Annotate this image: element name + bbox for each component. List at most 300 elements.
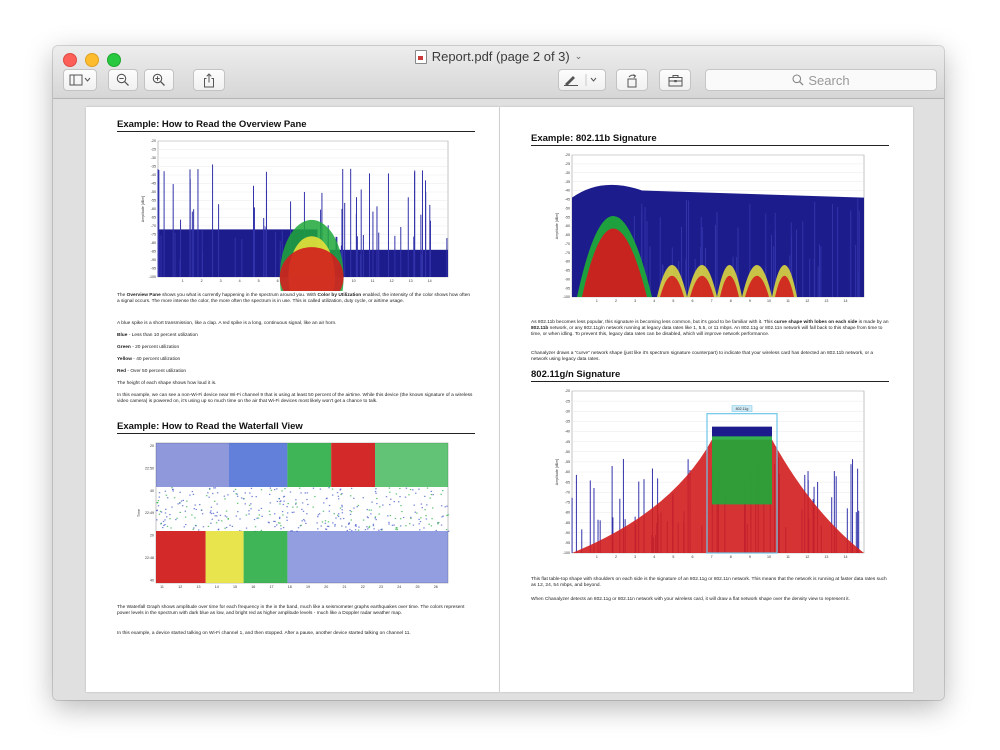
- y-tick-label: -70: [564, 490, 570, 495]
- waterfall-dot: [348, 524, 349, 525]
- y-tick-label: 22:50: [145, 466, 154, 471]
- search-placeholder: Search: [808, 72, 850, 88]
- markup-button[interactable]: [558, 69, 606, 91]
- waterfall-dot: [166, 495, 167, 496]
- waterfall-dot: [220, 515, 221, 516]
- waterfall-dot: [213, 513, 214, 514]
- x-tick-label: 17: [269, 585, 274, 589]
- waterfall-dot: [274, 526, 275, 527]
- waterfall-dot: [428, 524, 429, 525]
- waterfall-dot: [334, 525, 335, 526]
- waterfall-dot: [243, 498, 244, 499]
- waterfall-dot: [422, 507, 423, 508]
- y-tick-label: -65: [564, 480, 570, 485]
- waterfall-dot: [445, 506, 446, 507]
- waterfall-dot: [328, 521, 329, 522]
- waterfall-band: [375, 443, 448, 487]
- waterfall-dot: [283, 501, 284, 502]
- waterfall-dot: [358, 530, 359, 531]
- waterfall-band: [244, 531, 288, 583]
- waterfall-dot: [399, 488, 400, 489]
- waterfall-dot: [355, 529, 356, 530]
- waterfall-dot: [232, 526, 233, 527]
- y-tick-label: -35: [150, 164, 156, 169]
- waterfall-dot: [429, 498, 430, 499]
- text: As 802.11b becomes less popular, this signature is becoming less common, but it's good to be familiar with it. This: [531, 320, 775, 325]
- waterfall-dot: [373, 525, 374, 526]
- waterfall-dot: [248, 513, 249, 514]
- waterfall-dot: [393, 524, 394, 525]
- waterfall-dot: [159, 492, 160, 493]
- y-tick-label: -50: [564, 449, 570, 454]
- waterfall-dot: [269, 514, 270, 515]
- waterfall-dot: [208, 526, 209, 527]
- waterfall-dot: [350, 495, 351, 496]
- x-tick-label: 6: [691, 299, 694, 303]
- waterfall-dot: [305, 523, 306, 524]
- waterfall-dot: [374, 517, 375, 518]
- zoom-in-icon: [152, 73, 166, 87]
- y-tick-label: -55: [564, 215, 570, 220]
- y-tick-label: -50: [150, 190, 156, 195]
- rotate-button[interactable]: [616, 69, 648, 91]
- waterfall-dot: [225, 515, 226, 516]
- waterfall-dot: [431, 525, 432, 526]
- waterfall-dot: [202, 513, 203, 514]
- waterfall-dot: [380, 529, 381, 530]
- x-tick-label: 9: [748, 299, 751, 303]
- waterfall-dot: [185, 511, 186, 512]
- waterfall-dot: [342, 512, 343, 513]
- y-tick-label: -100: [148, 275, 156, 280]
- waterfall-dot: [212, 493, 213, 494]
- waterfall-dot: [280, 525, 281, 526]
- text: - 20 percent utilization: [130, 345, 180, 350]
- waterfall-dot: [426, 504, 427, 505]
- waterfall-dot: [156, 502, 157, 503]
- waterfall-dot: [415, 493, 416, 494]
- waterfall-dot: [363, 497, 364, 498]
- bold-text: Overview Pane: [126, 293, 161, 298]
- waterfall-dot: [357, 506, 358, 507]
- y-tick-label: -25: [150, 147, 156, 152]
- waterfall-dot: [416, 513, 417, 514]
- waterfall-dot: [245, 492, 246, 493]
- waterfall-dot: [295, 499, 296, 500]
- waterfall-dot: [397, 529, 398, 530]
- 80211gn-spectrum-chart: [548, 389, 870, 569]
- y-tick-label: 20: [150, 444, 154, 448]
- waterfall-dot: [413, 525, 414, 526]
- x-tick-label: 11: [160, 585, 164, 589]
- x-tick-label: 2: [200, 279, 203, 283]
- zoom-in-button[interactable]: [144, 69, 174, 91]
- waterfall-dot: [292, 512, 293, 513]
- waterfall-dot: [162, 527, 163, 528]
- x-tick-label: 2: [614, 555, 617, 559]
- x-tick-label: 14: [843, 555, 848, 559]
- waterfall-dot: [256, 518, 257, 519]
- y-tick-label: -45: [150, 181, 156, 186]
- waterfall-dot: [395, 518, 396, 519]
- waterfall-dot: [350, 514, 351, 515]
- waterfall-dot: [424, 496, 425, 497]
- waterfall-dot: [321, 525, 322, 526]
- markup-icon: [562, 74, 602, 86]
- waterfall-dot: [340, 508, 341, 509]
- waterfall-dot: [426, 518, 427, 519]
- waterfall-dot: [436, 530, 437, 531]
- wifi-network-label: 802.11g: [735, 407, 749, 412]
- text: The: [117, 293, 127, 298]
- title-chevron-down-icon: ⌄: [574, 51, 583, 61]
- y-tick-label: -100: [562, 295, 570, 300]
- y-tick-label: -25: [564, 162, 570, 167]
- x-tick-label: 1: [181, 279, 184, 283]
- y-tick-label: -75: [564, 250, 570, 255]
- search-icon: [792, 74, 804, 86]
- waterfall-dot: [214, 501, 215, 502]
- toolbar: [53, 46, 944, 99]
- waterfall-paragraph: The Waterfall Graph shows amplitude over time for each frequency in the in the band, much like a seismometer graphs earthquakes over time. The colors represent power levels in the spectrum with dark blue as low, and bright red as higher amplitude levels - much like a Doppler radar weather map.: [117, 605, 465, 616]
- waterfall-dot: [400, 518, 401, 519]
- waterfall-dot: [245, 503, 246, 504]
- waterfall-dot: [376, 498, 377, 499]
- waterfall-dot: [224, 528, 225, 529]
- toolbox-button[interactable]: [659, 69, 691, 91]
- waterfall-dot: [256, 496, 257, 497]
- waterfall-dot: [281, 490, 282, 491]
- waterfall-dot: [375, 491, 376, 492]
- y-tick-label: -75: [564, 500, 570, 505]
- legend-red: [117, 369, 473, 375]
- x-tick-label: 24: [397, 585, 402, 589]
- x-tick-label: 8: [729, 555, 732, 559]
- waterfall-dot: [446, 506, 447, 507]
- waterfall-band: [156, 443, 229, 487]
- waterfall-band: [229, 443, 287, 487]
- waterfall-dot: [248, 510, 249, 511]
- waterfall-dot: [369, 509, 370, 510]
- waterfall-dot: [306, 499, 307, 500]
- x-tick-label: 5: [672, 555, 675, 559]
- waterfall-dot: [160, 523, 161, 524]
- bold-text: Yellow: [117, 357, 132, 362]
- window-title[interactable]: [53, 49, 944, 64]
- waterfall-dot: [279, 503, 280, 504]
- x-tick-label: 11: [370, 279, 375, 283]
- waterfall-dot: [206, 495, 207, 496]
- waterfall-dot: [250, 508, 251, 509]
- waterfall-dot: [216, 522, 217, 523]
- pdf-file-icon: [415, 50, 427, 64]
- document-view[interactable]: [53, 99, 944, 700]
- waterfall-dot: [165, 491, 166, 492]
- toolbox-icon: [668, 74, 683, 87]
- waterfall-dot: [345, 526, 346, 527]
- waterfall-dot: [410, 518, 411, 519]
- waterfall-dot: [156, 510, 157, 511]
- waterfall-dot: [193, 527, 194, 528]
- sidebar-icon: [69, 74, 91, 86]
- waterfall-dot: [305, 492, 306, 493]
- waterfall-dot: [218, 529, 219, 530]
- waterfall-dot: [250, 503, 251, 504]
- waterfall-dot: [335, 517, 336, 518]
- x-tick-label: 3: [219, 279, 222, 283]
- waterfall-dot: [325, 523, 326, 524]
- waterfall-dot: [390, 515, 391, 516]
- waterfall-dot: [191, 514, 192, 515]
- waterfall-dot: [337, 515, 338, 516]
- x-tick-label: 4: [238, 279, 241, 283]
- x-tick-label: 4: [653, 555, 656, 559]
- share-button[interactable]: [193, 69, 225, 91]
- text: network, or any 802.11g/n network running at legacy data rates like 1, 5.5, or 11 mbps. An 802.11g or 802.11n network will fall back to this shape from time to time, or when idling. To prevent this, legacy data rates can be disabled, which will improve network performance.: [531, 326, 883, 337]
- waterfall-dot: [431, 518, 432, 519]
- waterfall-dot: [236, 515, 237, 516]
- waterfall-dot: [246, 514, 247, 515]
- x-tick-label: 8: [729, 299, 732, 303]
- waterfall-dot: [396, 527, 397, 528]
- waterfall-dot: [351, 519, 352, 520]
- waterfall-dot: [302, 502, 303, 503]
- waterfall-dot: [258, 517, 259, 518]
- waterfall-dot: [341, 525, 342, 526]
- overview-paragraph: [117, 293, 473, 305]
- waterfall-band: [287, 531, 448, 583]
- waterfall-dot: [441, 505, 442, 506]
- waterfall-dot: [279, 498, 280, 499]
- waterfall-dot: [169, 514, 170, 515]
- y-tick-label: -45: [564, 197, 570, 202]
- x-tick-label: 10: [766, 299, 771, 303]
- x-tick-label: 25: [415, 585, 420, 589]
- waterfall-dot: [212, 519, 213, 520]
- waterfall-dot: [408, 494, 409, 495]
- overview-spectrum-chart: [134, 139, 454, 291]
- text: - Less than 10 percent utilization: [127, 333, 198, 338]
- waterfall-dot: [192, 491, 193, 492]
- waterfall-dot: [387, 515, 388, 516]
- y-tick-label: -30: [564, 409, 570, 414]
- waterfall-dot: [409, 523, 410, 524]
- waterfall-dot: [216, 515, 217, 516]
- waterfall-dot: [226, 516, 227, 517]
- waterfall-dot: [373, 524, 374, 525]
- waterfall-dot: [170, 527, 171, 528]
- x-tick-label: 14: [214, 585, 219, 589]
- waterfall-dot: [166, 516, 167, 517]
- text: is made by an: [857, 320, 889, 325]
- y-tick-label: -65: [150, 215, 156, 220]
- waterfall-dot: [319, 513, 320, 514]
- waterfall-dot: [241, 497, 242, 498]
- waterfall-dot: [179, 503, 180, 504]
- bold-text: Green: [117, 345, 131, 350]
- waterfall-dot: [317, 528, 318, 529]
- waterfall-dot: [201, 510, 202, 511]
- y-tick-label: -90: [150, 258, 156, 263]
- waterfall-dot: [203, 526, 204, 527]
- waterfall-dot: [251, 496, 252, 497]
- waterfall-dot: [274, 513, 275, 514]
- waterfall-dot: [338, 496, 339, 497]
- waterfall-dot: [431, 491, 432, 492]
- y-tick-label: -55: [150, 198, 156, 203]
- waterfall-dot: [183, 500, 184, 501]
- waterfall-dot: [189, 495, 190, 496]
- waterfall-dot: [300, 492, 301, 493]
- waterfall-dot: [249, 492, 250, 493]
- x-tick-label: 13: [824, 555, 829, 559]
- waterfall-dot: [371, 510, 372, 511]
- x-tick-label: 14: [427, 279, 432, 283]
- waterfall-dot: [163, 521, 164, 522]
- waterfall-dot: [276, 524, 277, 525]
- waterfall-dot: [226, 527, 227, 528]
- waterfall-dot: [394, 501, 395, 502]
- y-tick-label: 40: [150, 488, 154, 493]
- bold-text: Red: [117, 369, 127, 374]
- waterfall-dot: [332, 495, 333, 496]
- waterfall-dot: [221, 520, 222, 521]
- search-field[interactable]: [705, 69, 937, 91]
- waterfall-dot: [217, 492, 218, 493]
- preview-window: [53, 46, 944, 700]
- x-tick-label: 13: [408, 279, 413, 283]
- waterfall-dot: [269, 494, 270, 495]
- 80211gn-spectrum-svg: [548, 389, 870, 569]
- waterfall-dot: [349, 510, 350, 511]
- waterfall-dot: [353, 498, 354, 499]
- waterfall-dot: [418, 519, 419, 520]
- pdf-page-right: [500, 107, 913, 692]
- y-tick-label: -65: [564, 233, 570, 238]
- 80211b-paragraph: [531, 320, 889, 338]
- waterfall-dot: [284, 488, 285, 489]
- waterfall-dot: [351, 488, 352, 489]
- waterfall-dot: [376, 503, 377, 504]
- y-tick-label: -30: [564, 170, 570, 175]
- waterfall-dot: [164, 519, 165, 520]
- waterfall-dot: [271, 490, 272, 491]
- bold-text: Color by Utilization: [317, 293, 362, 298]
- zoom-out-button[interactable]: [108, 69, 138, 91]
- waterfall-dot: [214, 515, 215, 516]
- x-tick-label: 5: [257, 279, 260, 283]
- waterfall-dot: [295, 503, 296, 504]
- waterfall-dot: [358, 505, 359, 506]
- y-tick-label: 40: [150, 578, 154, 583]
- waterfall-dot: [171, 487, 172, 488]
- spike-paragraph: A blue spike is a short transmission, like a clap. A red spike is a long, continuous signal, like an air horn.: [117, 321, 337, 326]
- waterfall-band: [206, 531, 244, 583]
- x-tick-label: 12: [389, 279, 394, 283]
- sidebar-button[interactable]: [63, 69, 97, 91]
- x-tick-label: 2: [614, 299, 617, 303]
- waterfall-dot: [209, 488, 210, 489]
- waterfall-dot: [283, 496, 284, 497]
- waterfall-dot: [185, 517, 186, 518]
- waterfall-dot: [167, 526, 168, 527]
- bold-text: 802.11b: [531, 326, 549, 331]
- waterfall-dot: [235, 489, 236, 490]
- y-tick-label: 22:49: [145, 511, 154, 516]
- x-tick-label: 10: [351, 279, 356, 283]
- waterfall-dot: [389, 488, 390, 489]
- waterfall-dot: [282, 514, 283, 515]
- bold-text: curve shape with lobes on each side: [774, 320, 858, 325]
- y-tick-label: -80: [150, 241, 156, 246]
- y-tick-label: -95: [150, 266, 156, 271]
- waterfall-dot: [196, 509, 197, 510]
- y-tick-label: -35: [564, 419, 570, 424]
- waterfall-dot: [340, 518, 341, 519]
- waterfall-dot: [414, 505, 415, 506]
- waterfall-dot: [159, 496, 160, 497]
- x-tick-label: 6: [276, 279, 279, 283]
- y-tick-label: -80: [564, 259, 570, 264]
- waterfall-dot: [270, 502, 271, 503]
- waterfall-dot: [433, 494, 434, 495]
- x-tick-label: 12: [178, 585, 183, 589]
- waterfall-dot: [185, 524, 186, 525]
- y-axis-label: Amplitude [dBm]: [555, 458, 559, 486]
- x-tick-label: 23: [379, 585, 383, 589]
- heading-waterfall-view: Example: How to Read the Waterfall View: [117, 421, 475, 434]
- y-tick-label: -80: [564, 510, 570, 515]
- waterfall-dot: [378, 530, 379, 531]
- waterfall-dot: [175, 519, 176, 520]
- waterfall-dot: [314, 496, 315, 497]
- waterfall-dot: [198, 529, 199, 530]
- overview-spectrum-svg: [134, 139, 454, 291]
- waterfall-dot: [418, 489, 419, 490]
- waterfall-dot: [210, 512, 211, 513]
- waterfall-dot: [229, 525, 230, 526]
- y-tick-label: -95: [564, 286, 570, 291]
- waterfall-dot: [379, 506, 380, 507]
- x-tick-label: 1: [595, 299, 598, 303]
- y-tick-label: -60: [564, 470, 570, 475]
- y-tick-label: -75: [150, 232, 156, 237]
- waterfall-dot: [420, 517, 421, 518]
- pdf-page-left: [86, 107, 499, 692]
- waterfall-dot: [300, 525, 301, 526]
- y-axis-label: Amplitude [dBm]: [555, 212, 559, 240]
- waterfall-dot: [302, 520, 303, 521]
- x-tick-label: 7: [710, 299, 713, 303]
- y-tick-label: -55: [564, 460, 570, 465]
- waterfall-dot: [400, 505, 401, 506]
- waterfall-dot: [332, 488, 333, 489]
- waterfall-dot: [306, 513, 307, 514]
- x-tick-label: 1: [595, 555, 598, 559]
- waterfall-dot: [261, 530, 262, 531]
- x-tick-label: 6: [691, 555, 694, 559]
- waterfall-dot: [226, 511, 227, 512]
- waterfall-dot: [193, 494, 194, 495]
- waterfall-dot: [425, 515, 426, 516]
- chanalyzer-flat-paragraph: When Chanalyzer detects an 802.11g or 802.11n network with your wireless card, it will draw a flat network shape over the density view to represent it.: [531, 597, 850, 602]
- waterfall-dot: [255, 526, 256, 527]
- waterfall-dot: [398, 501, 399, 502]
- waterfall-dot: [303, 519, 304, 520]
- share-icon: [203, 73, 215, 88]
- waterfall-dot: [218, 520, 219, 521]
- waterfall-dot: [165, 509, 166, 510]
